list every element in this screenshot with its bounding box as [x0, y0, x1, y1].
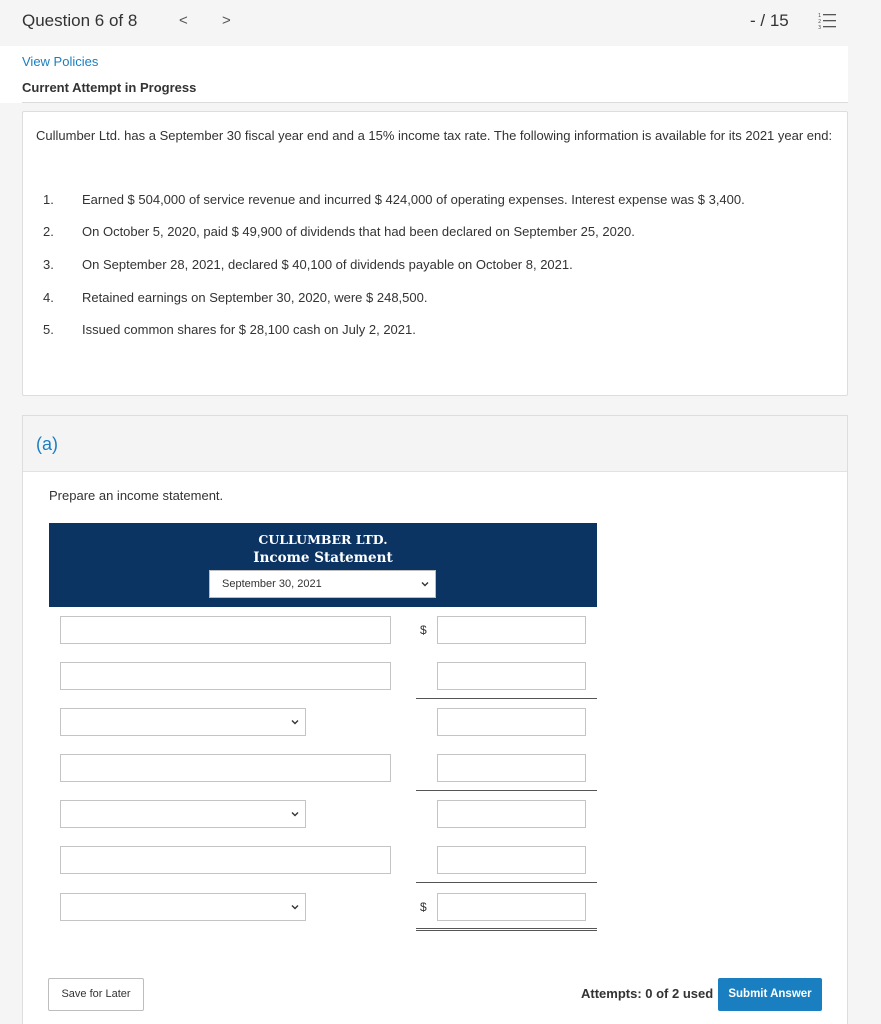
amount-input[interactable]	[437, 846, 586, 874]
chevron-down-icon	[421, 580, 429, 588]
part-a-panel	[22, 415, 848, 1024]
amount-input[interactable]	[437, 754, 586, 782]
part-instruction: Prepare an income statement.	[49, 488, 224, 503]
problem-panel	[22, 111, 848, 396]
next-question-button[interactable]: >	[222, 12, 231, 29]
item-number: 3.	[43, 257, 54, 272]
line-item-select[interactable]	[60, 893, 306, 921]
divider	[22, 102, 848, 103]
currency-symbol: $	[420, 623, 427, 637]
amount-input[interactable]	[437, 708, 586, 736]
question-list-icon[interactable]	[818, 12, 836, 30]
total-double-rule	[416, 928, 597, 931]
chevron-down-icon	[291, 903, 299, 911]
item-number: 1.	[43, 192, 54, 207]
attempt-status: Current Attempt in Progress	[22, 80, 197, 95]
item-number: 5.	[43, 322, 54, 337]
chevron-down-icon	[291, 718, 299, 726]
svg-text:1: 1	[818, 13, 822, 19]
score-display: - / 15	[750, 11, 789, 30]
amount-input[interactable]	[437, 800, 586, 828]
question-counter: Question 6 of 8	[22, 11, 138, 30]
statement-date-select[interactable]	[209, 570, 436, 598]
line-label-input[interactable]	[60, 754, 391, 782]
subtotal-rule	[416, 790, 597, 791]
save-for-later-button[interactable]: Save for Later	[48, 978, 144, 1011]
item-text: Retained earnings on September 30, 2020, were $ 248,500.	[82, 290, 428, 305]
subtotal-rule	[416, 882, 597, 883]
amount-input[interactable]	[437, 893, 586, 921]
svg-text:3: 3	[818, 25, 822, 30]
part-label: (a)	[36, 434, 58, 454]
submit-answer-button[interactable]: Submit Answer	[718, 978, 822, 1011]
policies-section	[0, 46, 848, 103]
line-label-input[interactable]	[60, 616, 391, 644]
top-bar	[0, 0, 881, 46]
amount-input[interactable]	[437, 616, 586, 644]
item-text: Issued common shares for $ 28,100 cash on July 2, 2021.	[82, 322, 416, 337]
view-policies-link[interactable]: View Policies	[22, 54, 99, 69]
item-number: 4.	[43, 290, 54, 305]
date-select-value: September 30, 2021	[222, 578, 322, 590]
item-text: On October 5, 2020, paid $ 49,900 of dividends that had been declared on September 25, 2020.	[82, 224, 635, 239]
statement-title: Income Statement	[253, 550, 393, 566]
statement-header	[49, 523, 597, 607]
currency-symbol: $	[420, 900, 427, 914]
part-header	[23, 416, 847, 472]
item-number: 2.	[43, 224, 54, 239]
line-item-select[interactable]	[60, 708, 306, 736]
subtotal-rule	[416, 698, 597, 699]
line-item-select[interactable]	[60, 800, 306, 828]
line-label-input[interactable]	[60, 846, 391, 874]
svg-text:2: 2	[818, 19, 822, 25]
amount-input[interactable]	[437, 662, 586, 690]
chevron-down-icon	[291, 810, 299, 818]
item-text: On September 28, 2021, declared $ 40,100 of dividends payable on October 8, 2021.	[82, 257, 573, 272]
attempts-counter: Attempts: 0 of 2 used	[581, 986, 714, 1001]
item-text: Earned $ 504,000 of service revenue and incurred $ 424,000 of operating expenses. Interest expense was $ 3,400.	[82, 192, 745, 207]
line-label-input[interactable]	[60, 662, 391, 690]
problem-intro: Cullumber Ltd. has a September 30 fiscal year end and a 15% income tax rate. The following information is available for its 2021 year end:	[36, 128, 833, 143]
company-name: CULLUMBER LTD.	[258, 532, 388, 547]
previous-question-button[interactable]: <	[179, 12, 188, 29]
